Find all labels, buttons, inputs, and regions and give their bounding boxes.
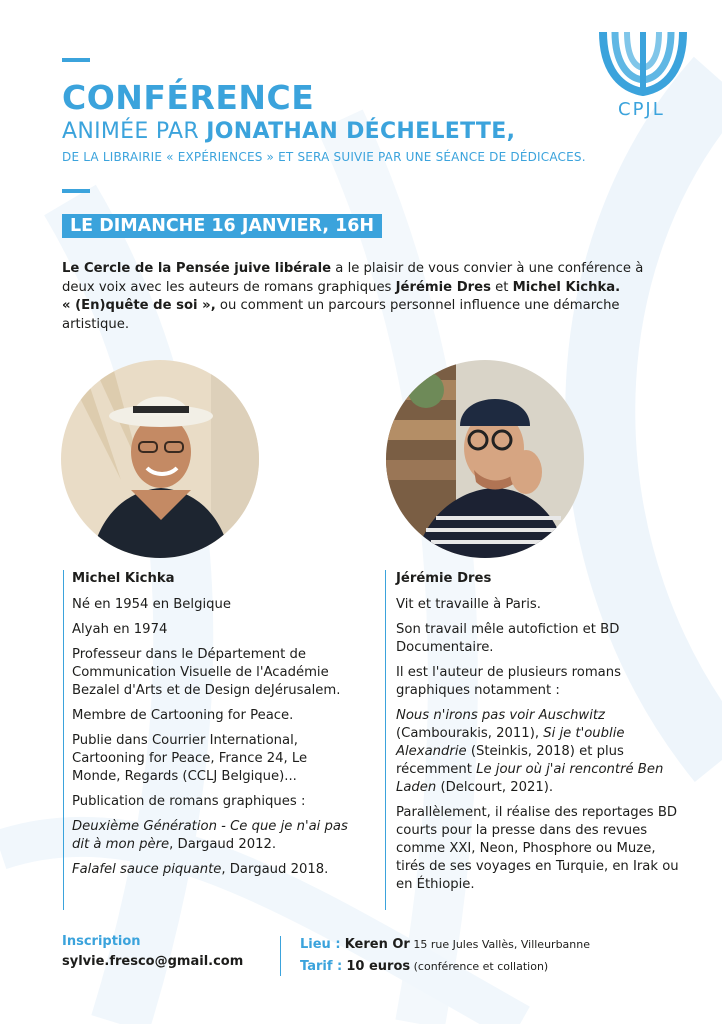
book-title: Deuxième Génération - Ce que je n'ai pas dit à mon père [72, 819, 348, 852]
cpjl-logo [597, 28, 689, 120]
bio-line: Son travail mêle autofiction et BD Documentaire. [396, 622, 620, 655]
intro-theme: « (En)quête de soi », [62, 298, 216, 313]
book-publisher: , Dargaud 2012. [169, 837, 277, 852]
speaker-photo-michel [61, 360, 259, 558]
page-title: CONFÉRENCE [62, 78, 315, 117]
intro-text2: et [490, 279, 513, 295]
price-note: (conférence et collation) [410, 960, 549, 973]
book-list [396, 707, 685, 797]
bio-line: Il est l'auteur de plusieurs romans graphiques notamment : [396, 665, 621, 698]
accent-dash-bottom [62, 189, 90, 193]
price-label: Tarif : [300, 959, 343, 974]
location-address: 15 rue Jules Vallès, Villeurbanne [409, 938, 591, 951]
bio-line: Vit et travaille à Paris. [396, 597, 541, 612]
location-label: Lieu : [300, 937, 341, 952]
book-title: Falafel sauce piquante [72, 862, 222, 877]
book-title: Nous n'irons pas voir Auschwitz [396, 708, 605, 723]
location-name: Keren Or [344, 937, 410, 952]
bio-line: Publication de romans graphiques : [72, 794, 306, 809]
book-publisher: (Cambourakis, 2011), [396, 726, 544, 741]
book-entry [72, 861, 353, 879]
speaker-photo-jeremie [386, 360, 584, 558]
bio-line: Alyah en 1974 [72, 622, 168, 637]
location-line [300, 934, 590, 956]
menorah-icon [597, 28, 689, 98]
accent-dash-top [62, 58, 90, 62]
speaker-bio-jeremie [385, 570, 685, 910]
bio-line: Professeur dans le Département de Communication Visuelle de l'Académie Bezalel d'Arts et de Design deJérusalem. [72, 647, 341, 698]
price-value: 10 euros [346, 959, 411, 974]
intro-author1: Jérémie Dres [395, 279, 491, 295]
subtitle-line2: DE LA LIBRAIRIE « EXPÉRIENCES » ET SERA SUIVIE PAR UNE SÉANCE DE DÉDICACES. [62, 150, 586, 164]
subtitle [62, 119, 515, 144]
intro-org: Le Cercle de la Pensée juive libérale [62, 261, 332, 276]
book-title: Si je t'oublie Alexandrie [396, 726, 625, 759]
bio-line: Membre de Cartooning for Peace. [72, 708, 294, 723]
bio-line: Né en 1954 en Belgique [72, 597, 231, 612]
intro-text3: ou comment un parcours personnel influence une démarche artistique. [62, 298, 620, 332]
speaker-bio-michel [63, 570, 353, 910]
host-name: JONATHAN DÉCHELETTE, [206, 119, 516, 144]
price-line [300, 956, 590, 978]
speaker-name: Jérémie Dres [396, 571, 492, 586]
contact-email[interactable]: sylvie.fresco@gmail.com [62, 954, 244, 969]
intro-paragraph [62, 260, 662, 334]
intro-author2: Michel Kichka. [512, 279, 621, 295]
book-publisher: (Delcourt, 2021). [436, 780, 554, 795]
footer-divider [280, 936, 281, 976]
inscription-block [62, 934, 243, 969]
bio-line: Publie dans Courrier International, Cartooning for Peace, France 24, Le Monde, Regards (CCLJ Belgique)... [72, 733, 308, 784]
book-publisher: (Steinkis, 2018) et plus récemment [396, 744, 624, 777]
bio-closing: Parallèlement, il réalise des reportages BD courts pour la presse dans des revues comme XXI, Neon, Phosphore ou Muze, tirés de ses voyages en Turquie, en Irak ou en Éthiopie. [396, 805, 679, 892]
date-banner: LE DIMANCHE 16 JANVIER, 16H [62, 214, 382, 238]
book-entry [72, 818, 353, 854]
book-publisher: , Dargaud 2018. [221, 862, 329, 877]
subtitle-prefix: ANIMÉE PAR [62, 119, 207, 144]
logo-text: CPJL [618, 99, 665, 120]
intro-text1: a le plaisir de vous convier à une conférence à deux voix avec les auteurs de romans graphiques [62, 261, 644, 295]
inscription-label: Inscription [62, 934, 141, 949]
speaker-name: Michel Kichka [72, 571, 175, 586]
event-info [300, 934, 590, 978]
book-title: Le jour où j'ai rencontré Ben Laden [396, 762, 664, 795]
